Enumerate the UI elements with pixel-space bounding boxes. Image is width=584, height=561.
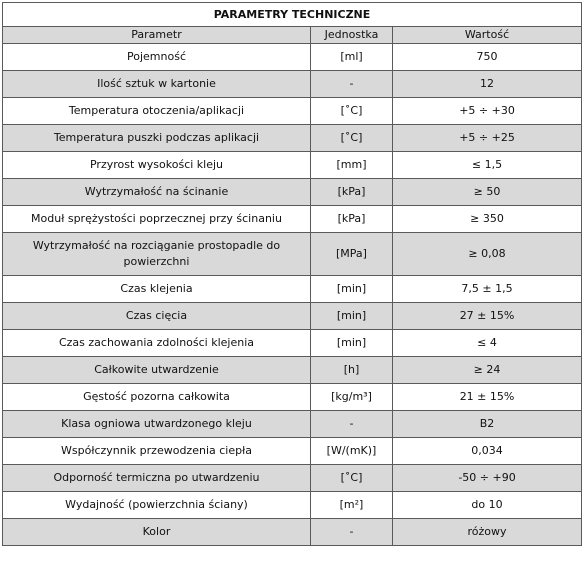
parameter-cell: Gęstość pozorna całkowita [3, 384, 311, 411]
parameter-cell: Czas zachowania zdolności klejenia [3, 330, 311, 357]
unit-cell: [kPa] [311, 179, 393, 206]
unit-cell: [W/(mK)] [311, 438, 393, 465]
unit-cell: [MPa] [311, 233, 393, 276]
table-row [3, 44, 582, 71]
parameter-cell: Ilość sztuk w kartonie [3, 71, 311, 98]
value-cell: ≤ 1,5 [393, 152, 582, 179]
parameter-cell: Klasa ogniowa utwardzonego kleju [3, 411, 311, 438]
table-row [3, 233, 582, 276]
table-row [3, 465, 582, 492]
unit-cell: [min] [311, 330, 393, 357]
parameter-cell: Temperatura otoczenia/aplikacji [3, 98, 311, 125]
value-cell: +5 ÷ +25 [393, 125, 582, 152]
table-row [3, 206, 582, 233]
table-title: PARAMETRY TECHNICZNE [3, 3, 582, 27]
unit-cell: [m²] [311, 492, 393, 519]
table-row [3, 492, 582, 519]
parameter-cell: Przyrost wysokości kleju [3, 152, 311, 179]
unit-cell: [kPa] [311, 206, 393, 233]
parameter-cell: Wytrzymałość na rozciąganie prostopadle do powierzchni [3, 233, 311, 276]
parameter-cell: Współczynnik przewodzenia ciepła [3, 438, 311, 465]
parameter-cell: Wytrzymałość na ścinanie [3, 179, 311, 206]
unit-cell: [˚C] [311, 98, 393, 125]
unit-cell: [˚C] [311, 465, 393, 492]
header-parameter: Parametr [3, 27, 311, 44]
value-cell: ≥ 0,08 [393, 233, 582, 276]
parameter-cell: Czas cięcia [3, 303, 311, 330]
technical-parameters-table [2, 2, 582, 546]
value-cell: różowy [393, 519, 582, 546]
unit-cell: [min] [311, 276, 393, 303]
value-cell: ≥ 24 [393, 357, 582, 384]
table-row [3, 384, 582, 411]
table-row [3, 125, 582, 152]
value-cell: ≤ 4 [393, 330, 582, 357]
value-cell: B2 [393, 411, 582, 438]
table-row [3, 276, 582, 303]
value-cell: 12 [393, 71, 582, 98]
value-cell: 21 ± 15% [393, 384, 582, 411]
parameter-cell: Odporność termiczna po utwardzeniu [3, 465, 311, 492]
unit-cell: [˚C] [311, 125, 393, 152]
table-row [3, 438, 582, 465]
value-cell: 27 ± 15% [393, 303, 582, 330]
value-cell: do 10 [393, 492, 582, 519]
parameter-cell: Czas klejenia [3, 276, 311, 303]
value-cell: 0,034 [393, 438, 582, 465]
unit-cell: [min] [311, 303, 393, 330]
header-unit: Jednostka [311, 27, 393, 44]
parameter-cell: Moduł sprężystości poprzecznej przy ścinaniu [3, 206, 311, 233]
value-cell: 7,5 ± 1,5 [393, 276, 582, 303]
table-row [3, 519, 582, 546]
value-cell: +5 ÷ +30 [393, 98, 582, 125]
unit-cell: - [311, 519, 393, 546]
value-cell: ≥ 50 [393, 179, 582, 206]
header-row [3, 27, 582, 44]
unit-cell: - [311, 411, 393, 438]
unit-cell: [mm] [311, 152, 393, 179]
parameter-cell: Wydajność (powierzchnia ściany) [3, 492, 311, 519]
table-row [3, 330, 582, 357]
unit-cell: [ml] [311, 44, 393, 71]
table-row [3, 71, 582, 98]
parameter-cell: Całkowite utwardzenie [3, 357, 311, 384]
parameter-cell: Temperatura puszki podczas aplikacji [3, 125, 311, 152]
unit-cell: - [311, 71, 393, 98]
header-value: Wartość [393, 27, 582, 44]
table-row [3, 179, 582, 206]
table-row [3, 357, 582, 384]
table-row [3, 98, 582, 125]
value-cell: ≥ 350 [393, 206, 582, 233]
unit-cell: [h] [311, 357, 393, 384]
parameter-cell: Pojemność [3, 44, 311, 71]
table-row [3, 411, 582, 438]
value-cell: 750 [393, 44, 582, 71]
table-row [3, 303, 582, 330]
unit-cell: [kg/m³] [311, 384, 393, 411]
value-cell: -50 ÷ +90 [393, 465, 582, 492]
parameter-cell: Kolor [3, 519, 311, 546]
table-row [3, 152, 582, 179]
